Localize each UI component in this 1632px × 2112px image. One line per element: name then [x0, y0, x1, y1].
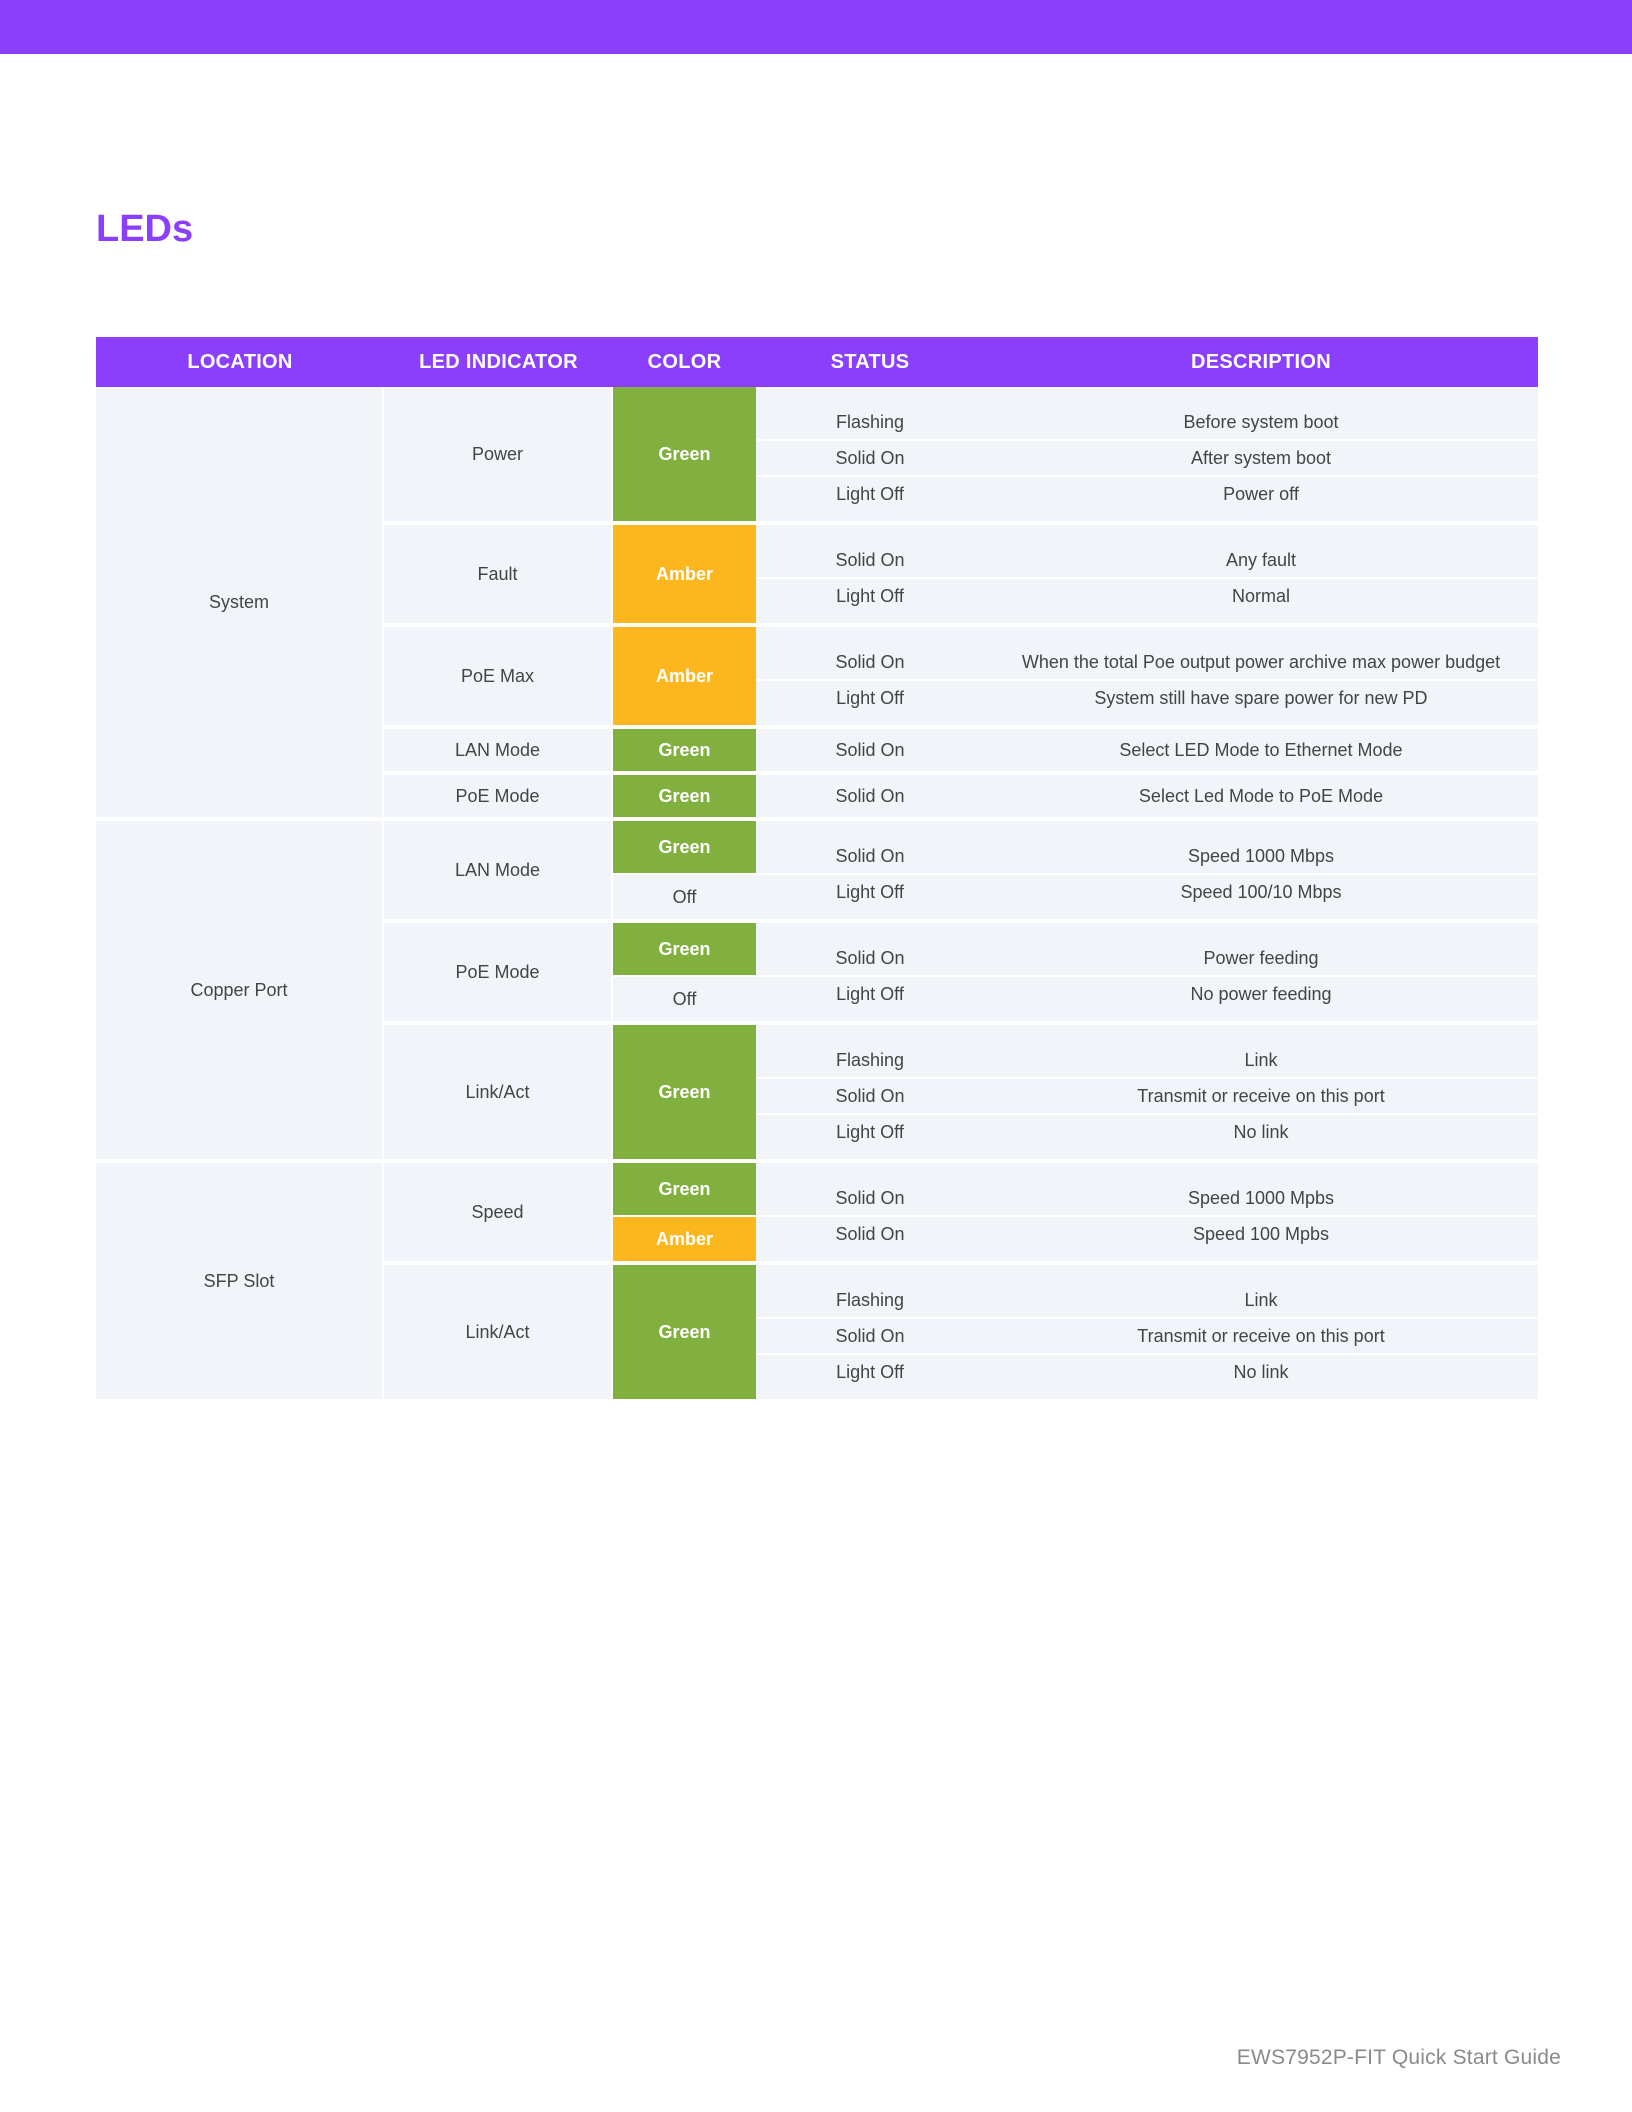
color-cell: Off — [613, 875, 756, 923]
status-cell: Solid On — [756, 821, 984, 875]
indicator-cell: PoE Mode — [384, 775, 613, 821]
status-cell: Light Off — [756, 1115, 984, 1163]
indicator-cell: Link/Act — [384, 1025, 613, 1163]
color-cell: Green — [613, 775, 756, 821]
description-cell: Power off — [984, 477, 1538, 525]
description-cell: No link — [984, 1355, 1538, 1403]
color-cell: Green — [613, 387, 756, 525]
description-cell: No link — [984, 1115, 1538, 1163]
location-cell: SFP Slot — [96, 1163, 384, 1403]
description-cell: Select Led Mode to PoE Mode — [984, 775, 1538, 821]
top-accent-bar — [0, 0, 1632, 54]
status-cell: Solid On — [756, 1163, 984, 1217]
indicator-cell: PoE Max — [384, 627, 613, 729]
description-cell: When the total Poe output power archive max power budget — [984, 627, 1538, 681]
location-cell: Copper Port — [96, 821, 384, 1163]
status-cell: Solid On — [756, 1217, 984, 1265]
header-location: LOCATION — [96, 337, 384, 387]
page-title: LEDs — [96, 208, 194, 250]
description-cell: Transmit or receive on this port — [984, 1319, 1538, 1355]
led-table — [96, 337, 1538, 1403]
status-cell: Solid On — [756, 441, 984, 477]
table-row — [96, 387, 1538, 441]
footer-text: EWS7952P-FIT Quick Start Guide — [1236, 2046, 1561, 2069]
header-color: COLOR — [613, 337, 756, 387]
indicator-cell: LAN Mode — [384, 729, 613, 775]
status-cell: Light Off — [756, 977, 984, 1025]
header-status: STATUS — [756, 337, 984, 387]
status-cell: Light Off — [756, 1355, 984, 1403]
description-cell: Normal — [984, 579, 1538, 627]
description-cell: Any fault — [984, 525, 1538, 579]
description-cell: Link — [984, 1025, 1538, 1079]
header-led-indicator: LED INDICATOR — [384, 337, 613, 387]
status-cell: Light Off — [756, 875, 984, 923]
description-cell: Speed 1000 Mbps — [984, 821, 1538, 875]
table-row — [96, 1163, 1538, 1217]
status-cell: Flashing — [756, 1265, 984, 1319]
description-cell: System still have spare power for new PD — [984, 681, 1538, 729]
color-cell: Green — [613, 923, 756, 977]
status-cell: Light Off — [756, 579, 984, 627]
color-cell: Green — [613, 729, 756, 775]
description-cell: Before system boot — [984, 387, 1538, 441]
color-cell: Off — [613, 977, 756, 1025]
status-cell: Light Off — [756, 477, 984, 525]
description-cell: Speed 100/10 Mbps — [984, 875, 1538, 923]
indicator-cell: Link/Act — [384, 1265, 613, 1403]
description-cell: Link — [984, 1265, 1538, 1319]
status-cell: Flashing — [756, 387, 984, 441]
status-cell: Light Off — [756, 681, 984, 729]
status-cell: Solid On — [756, 627, 984, 681]
color-cell: Green — [613, 1163, 756, 1217]
description-cell: No power feeding — [984, 977, 1538, 1025]
status-cell: Solid On — [756, 525, 984, 579]
table-row — [96, 821, 1538, 875]
description-cell: After system boot — [984, 441, 1538, 477]
status-cell: Flashing — [756, 1025, 984, 1079]
color-cell: Amber — [613, 525, 756, 627]
indicator-cell: LAN Mode — [384, 821, 613, 923]
status-cell: Solid On — [756, 775, 984, 821]
color-cell: Amber — [613, 627, 756, 729]
color-cell: Amber — [613, 1217, 756, 1265]
status-cell: Solid On — [756, 729, 984, 775]
color-cell: Green — [613, 1025, 756, 1163]
status-cell: Solid On — [756, 1079, 984, 1115]
description-cell: Transmit or receive on this port — [984, 1079, 1538, 1115]
description-cell: Speed 1000 Mpbs — [984, 1163, 1538, 1217]
description-cell: Select LED Mode to Ethernet Mode — [984, 729, 1538, 775]
status-cell: Solid On — [756, 1319, 984, 1355]
color-cell: Green — [613, 821, 756, 875]
table-header-row — [96, 337, 1538, 387]
location-cell: System — [96, 387, 384, 821]
indicator-cell: PoE Mode — [384, 923, 613, 1025]
description-cell: Power feeding — [984, 923, 1538, 977]
indicator-cell: Power — [384, 387, 613, 525]
header-description: DESCRIPTION — [984, 337, 1538, 387]
indicator-cell: Fault — [384, 525, 613, 627]
color-cell: Green — [613, 1265, 756, 1403]
description-cell: Speed 100 Mpbs — [984, 1217, 1538, 1265]
indicator-cell: Speed — [384, 1163, 613, 1265]
status-cell: Solid On — [756, 923, 984, 977]
